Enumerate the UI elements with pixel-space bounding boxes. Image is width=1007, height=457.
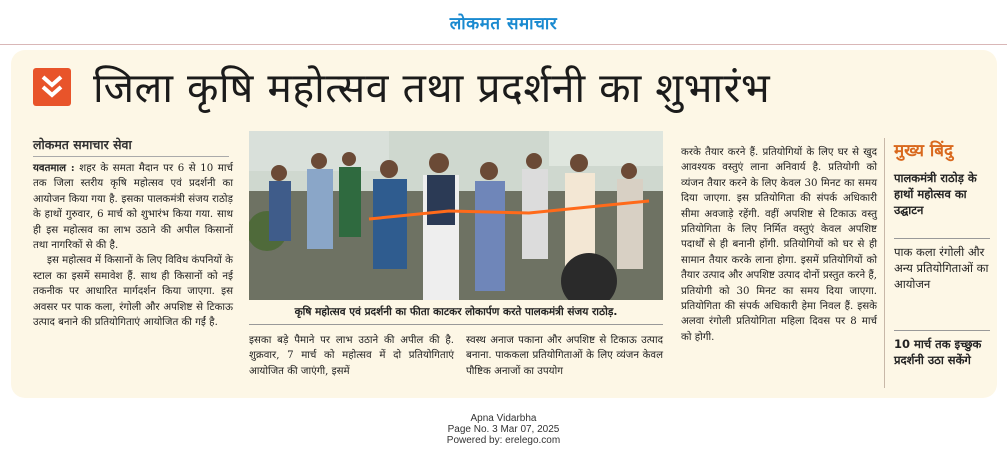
article-card [11,50,997,398]
sidebar-point: पाक कला रंगोली और अन्य प्रतियोगिताओं का आयोजन [894,245,989,291]
caption-divider [249,324,663,325]
article-headline: जिला कृषि महोत्सव तथा प्रदर्शनी का शुभारंभ [93,64,771,112]
article-paragraph: करके तैयार करने हैं. प्रतियोगियों के लिए घर से खुद आवश्यक वस्तुएं लाना अनिवार्य है. प्रतियोगी को व्यंजन तैयार करने के लिए केवल 30 मिनट का समय दिया जाएगा. इस प्रतियोगिता की संपर्क अधिकारी सीमा अवजाड़े रहेंगी. वहीं अपशिष्ट से टिकाऊ वस्तु प्रतियोगिता के लिए निर्मित वस्तुएं केवल अपशिष्ट पदार्थों से ही बनानी होंगी. प्रतियोगियों को घर से ही सामान तैयार करके लाना होगा. इसमें प्रतियोगियों को तैयार उत्पाद और अपशिष्ट उत्पाद दोनों प्रस्तुत करने हैं, प्रतियोगी को 30 मिनट का समय दिया जाएगा. प्रतियोगिता की संपर्क अधिकारी हेमा निवल हैं. इसके अलवा रंगोली प्रतियोगिता महिला दिवस पर 8 मार्च को होगी. [681,147,877,343]
sidebar-point: पालकमंत्री राठोड़ के हाथों महोत्सव का उद्घाटन [894,171,977,217]
sidebar-divider [894,238,990,239]
article-paragraph: इसका बड़े पैमाने पर लाभ उठाने की अपील की है. शुक्रवार, 7 मार्च को महोत्सव में दो प्रतियोगिताएं आयोजित की जाएंगी, इसमें [249,335,454,377]
article-column-4 [681,145,877,345]
photo-caption: कृषि महोत्सव एवं प्रदर्शनी का फीता काटकर लोकार्पण करते पालकमंत्री संजय राठोड़. [294,306,618,318]
article-column-1 [33,161,233,330]
sidebar-divider [884,138,885,388]
page-number-date: Page No. 3 Mar 07, 2025 [447,424,560,435]
edition-name: Apna Vidarbha [470,413,537,424]
newspaper-logo[interactable]: लोकमत समाचार [449,14,558,34]
page-footer [0,413,1007,446]
article-paragraph: इस महोत्सव में किसानों के लिए विविध कंपनियों के स्टाल का इसमें समावेश हैं. साथ ही किसानों को नई तकनीक पर आधारित मार्गदर्शन किया जाएगा. इस अवसर पर पाक कला, रंगोली और अपशिष्ट से टिकाऊ उत्पाद बनाने की प्रतियोगिताएं आयोजित की गईं है. [33,255,233,329]
article-photo [249,131,663,300]
powered-by-link[interactable]: Powered by: erelego.com [446,435,561,446]
masthead [0,0,1007,45]
byline: लोकमत समाचार सेवा [33,136,229,157]
dateline: यवतमाल : [33,162,75,174]
sidebar-point: 10 मार्च तक इच्छुक प्रदर्शनी उठा सकेंगे [894,337,982,367]
sidebar-divider [894,330,990,331]
double-chevron-down-icon [33,68,71,106]
article-column-2 [249,333,454,379]
article-paragraph: शहर के समता मैदान पर 6 से 10 मार्च तक जिला स्तरीय कृषि महोत्सव एवं प्रदर्शनी का आयोजन किया गया है. इसका पालकमंत्री संजय राठोड़ के हाथों गुरुवार, 6 मार्च को शुभारंभ किया गया. साथ ही इस महोत्सव का लाभ उठाने की अपील किसानों तथा नागरिकों से की है. [33,163,234,252]
article-column-3 [466,333,663,379]
article-paragraph: स्वस्थ अनाज पकाना और अपशिष्ट से टिकाऊ उत्पाद बनाना. पाककला प्रतियोगिताओं के लिए व्यंजन केवल पौष्टिक अनाजों का उपयोग [466,335,663,377]
sidebar-title: मुख्य बिंदु [894,141,954,161]
